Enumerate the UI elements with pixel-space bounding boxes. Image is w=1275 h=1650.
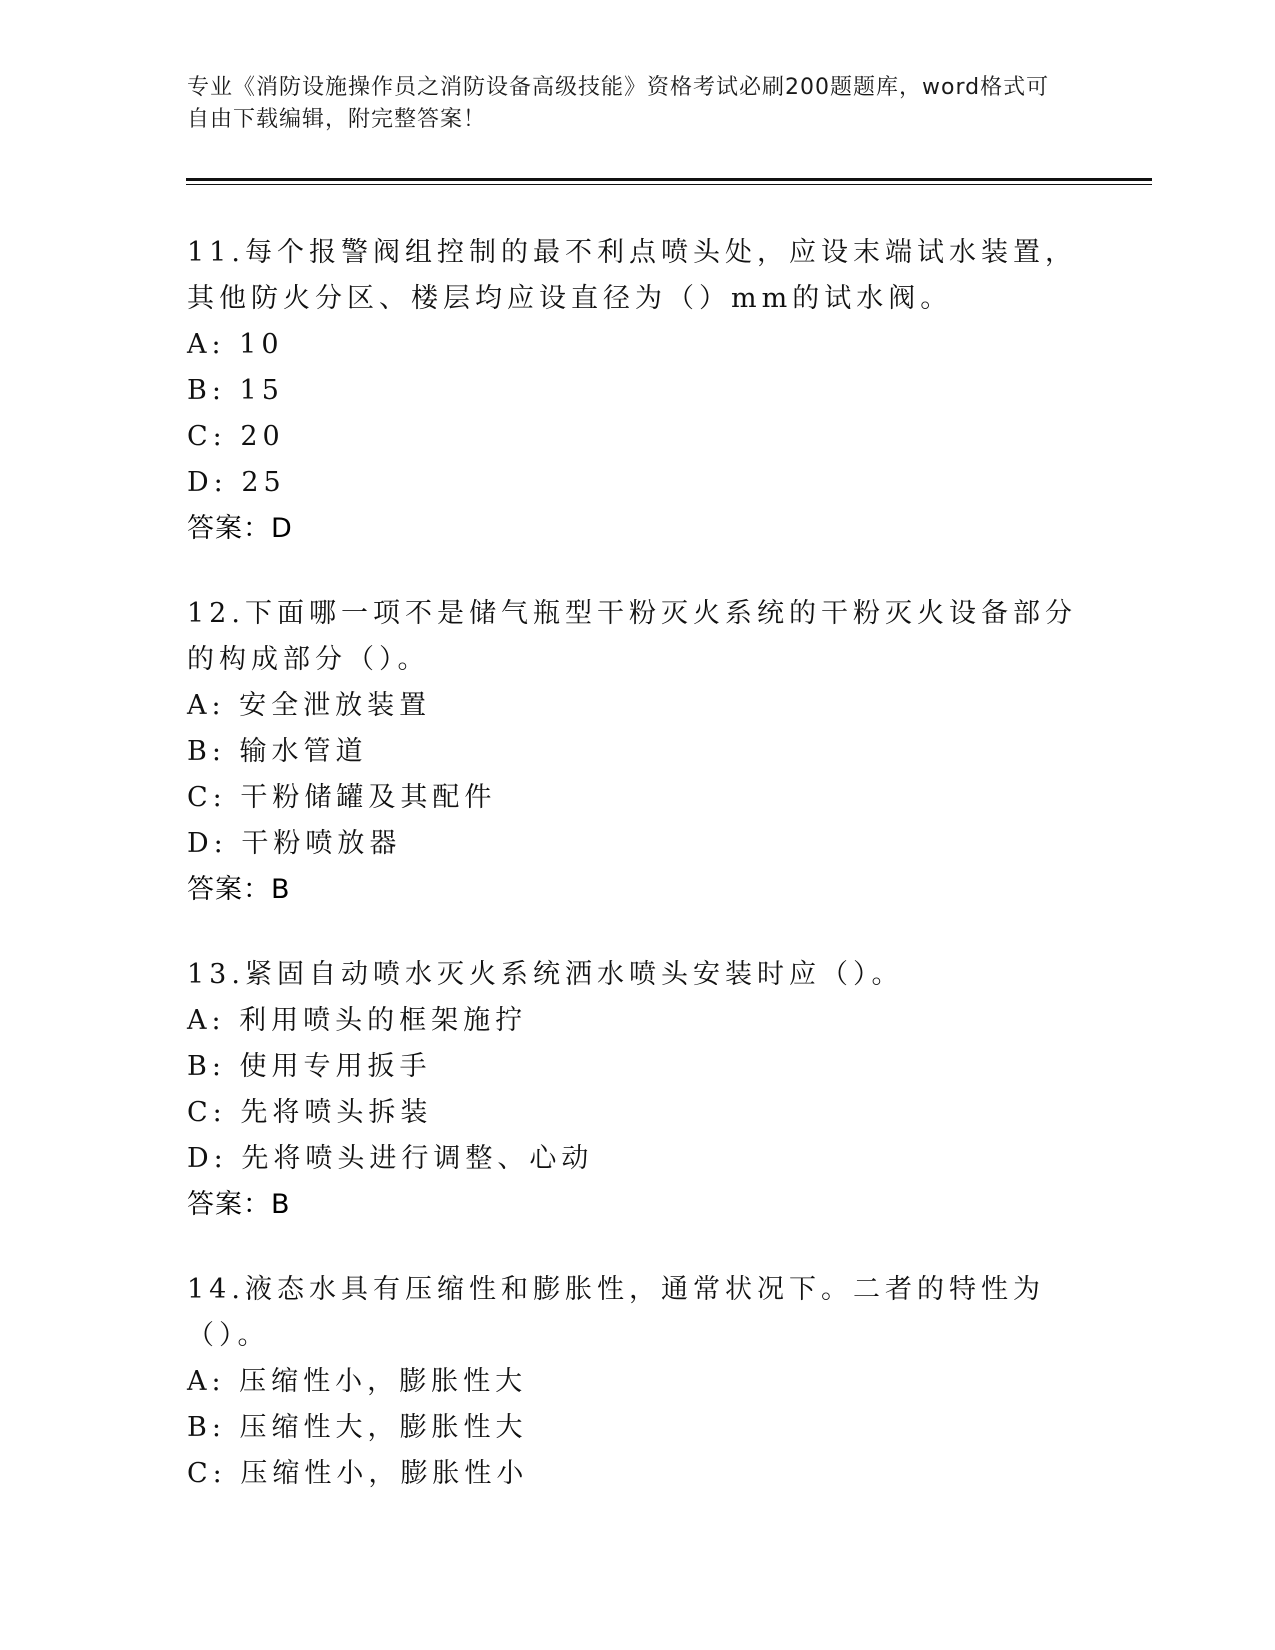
header-divider-thin	[186, 184, 1152, 185]
option-a: A: 压缩性小，膨胀性大	[187, 1366, 528, 1397]
header-divider-thick	[186, 178, 1152, 181]
question-14	[187, 1267, 1087, 1497]
option-d: D: 25	[187, 467, 286, 498]
option-a: A: 10	[187, 329, 284, 360]
document-header: 专业《消防设施操作员之消防设备高级技能》资格考试必刷200题题库，word格式可自由下载编辑，附完整答案！	[187, 75, 1050, 132]
question-stem: 13.紧固自动喷水灭火系统洒水喷头安装时应（）。	[187, 959, 904, 990]
answer-line: 答案：D	[187, 513, 293, 544]
option-b: B: 15	[187, 375, 284, 406]
answer-line: 答案：B	[187, 874, 291, 905]
option-d: D: 先将喷头进行调整、心动	[187, 1143, 594, 1174]
question-stem: 11.每个报警阀组控制的最不利点喷头处，应设末端试水装置，其他防火分区、楼层均应设直径为（）mm的试水阀。	[187, 237, 1077, 314]
option-a: A: 利用喷头的框架施拧	[187, 1005, 528, 1036]
option-b: B: 使用专用扳手	[187, 1051, 432, 1082]
question-12	[187, 591, 1087, 913]
option-d: D: 干粉喷放器	[187, 828, 402, 859]
option-b: B: 压缩性大，膨胀性大	[187, 1412, 528, 1443]
option-c: C: 20	[187, 421, 285, 452]
option-b: B: 输水管道	[187, 736, 368, 767]
option-c: C: 压缩性小，膨胀性小	[187, 1458, 529, 1489]
option-a: A: 安全泄放装置	[187, 690, 432, 721]
option-c: C: 先将喷头拆装	[187, 1097, 433, 1128]
question-stem: 14.液态水具有压缩性和膨胀性，通常状况下。二者的特性为（）。	[187, 1274, 1045, 1351]
option-c: C: 干粉储罐及其配件	[187, 782, 497, 813]
question-13	[187, 952, 1087, 1228]
question-stem: 12.下面哪一项不是储气瓶型干粉灭火系统的干粉灭火设备部分的构成部分（）。	[187, 598, 1077, 675]
answer-line: 答案：B	[187, 1189, 291, 1220]
question-11	[187, 230, 1087, 552]
